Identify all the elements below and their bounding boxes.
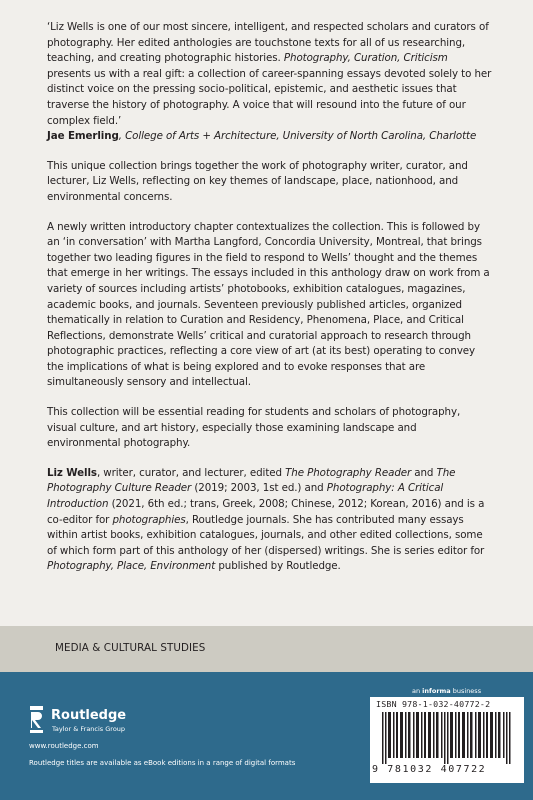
category-band [0,626,533,672]
isbn-barcode [370,697,524,783]
bio-text: , Routledge journals. She has contributed many essays within artist books, exhibition catalogues, journals, and other edited collections, some of which form part of this anthology of her (dispersed) writings. She is series editor for [47,513,485,557]
barcode-icon [378,712,516,764]
bio-title: The Photography Culture Reader [47,466,456,495]
author-name: Liz Wells [47,466,97,479]
quote-author: Jae Emerling [47,130,119,143]
bio-title: The Photography Reader [285,466,412,479]
bio-text: and [411,466,437,479]
informa-business-label [412,687,481,695]
publisher-footer [0,672,533,800]
description-paragraph: A newly written introductory chapter contextualizes the collection. This is followed by an ‘in conversation’ with Martha Langford, Concordia University, Montreal, that brings together two leading figures in the field to respond to Wells’ thought and the themes that emerge in her writings. The essays included in this anthology draw on work from a variety of sources including artists’ photobooks, exhibition catalogues, magazines, academic books, and journals. Seventeen previously published articles, organized thematically in relation to Curation and Residency, Phenomena, Place, and Critical Reflections, demonstrate Wells’ critical and curatorial approach to research through photographic practices, reflecting a core view of art (at its best) operating to convey the implications of what is being explored and to evoke responses that are simultaneously sensory and intellectual. [47,220,490,389]
category-label: MEDIA & CULTURAL STUDIES [55,642,206,654]
publisher-website: www.routledge.com [29,742,99,750]
bio-text: (2021, 6th ed.; trans, Greek, 2008; Chinese, 2012; Korean, 2016) and is a co-editor for [47,498,485,526]
barcode-number: 9 781032 407722 [372,764,487,775]
author-bio [47,466,492,575]
informa-brand: informa [422,687,451,695]
publisher-group: Taylor & Francis Group [52,725,126,733]
bio-title: photographies [112,513,186,526]
informa-text: business [450,687,482,695]
book-title: Photography, Curation, Criticism [283,52,448,65]
description-paragraph: This unique collection brings together the work of photography writer, curator, and lecturer, Liz Wells, reflecting on key themes of landscape, place, nationhood, and environmental concerns. [47,159,468,203]
quote-text: ‘Liz Wells is one of our most sincere, intelligent, and respected scholars and curators of photography. Her edited anthologies are touchstone texts for all of us researching, teaching, and creating photographic histories. [47,21,489,65]
quote-attribution [47,129,492,145]
publisher-name: Routledge [51,708,127,723]
quote-affiliation: , College of Arts + Architecture, University of North Carolina, Charlotte [118,130,477,143]
bio-title: Photography, Place, Environment [47,560,216,573]
description-paragraph: This collection will be essential reading for students and scholars of photography, visual culture, and art history, especially those examining landscape and environmental photography. [47,406,461,450]
informa-text: an [412,687,423,695]
quote-text: presents us with a real gift: a collection of career-spanning essays devoted solely to her distinct voice on the pressing socio-political, epistemic, and aesthetic issues that traverse the history of photography. A voice that will resound into the future of our complex field.’ [47,67,492,127]
back-cover-text [47,20,492,589]
bio-text: , writer, curator, and lecturer, edited [96,466,286,479]
bio-text: (2019; 2003, 1st ed.) and [191,482,327,495]
routledge-logo-icon [29,706,44,734]
ebook-note: Routledge titles are available as eBook editions in a range of digital formats [29,759,296,767]
bio-text: published by Routledge. [215,560,341,573]
endorsement-quote [47,20,492,129]
bio-title: Photography: A Critical Introduction [47,482,444,511]
isbn-label: ISBN 978-1-032-40772-2 [376,699,491,709]
